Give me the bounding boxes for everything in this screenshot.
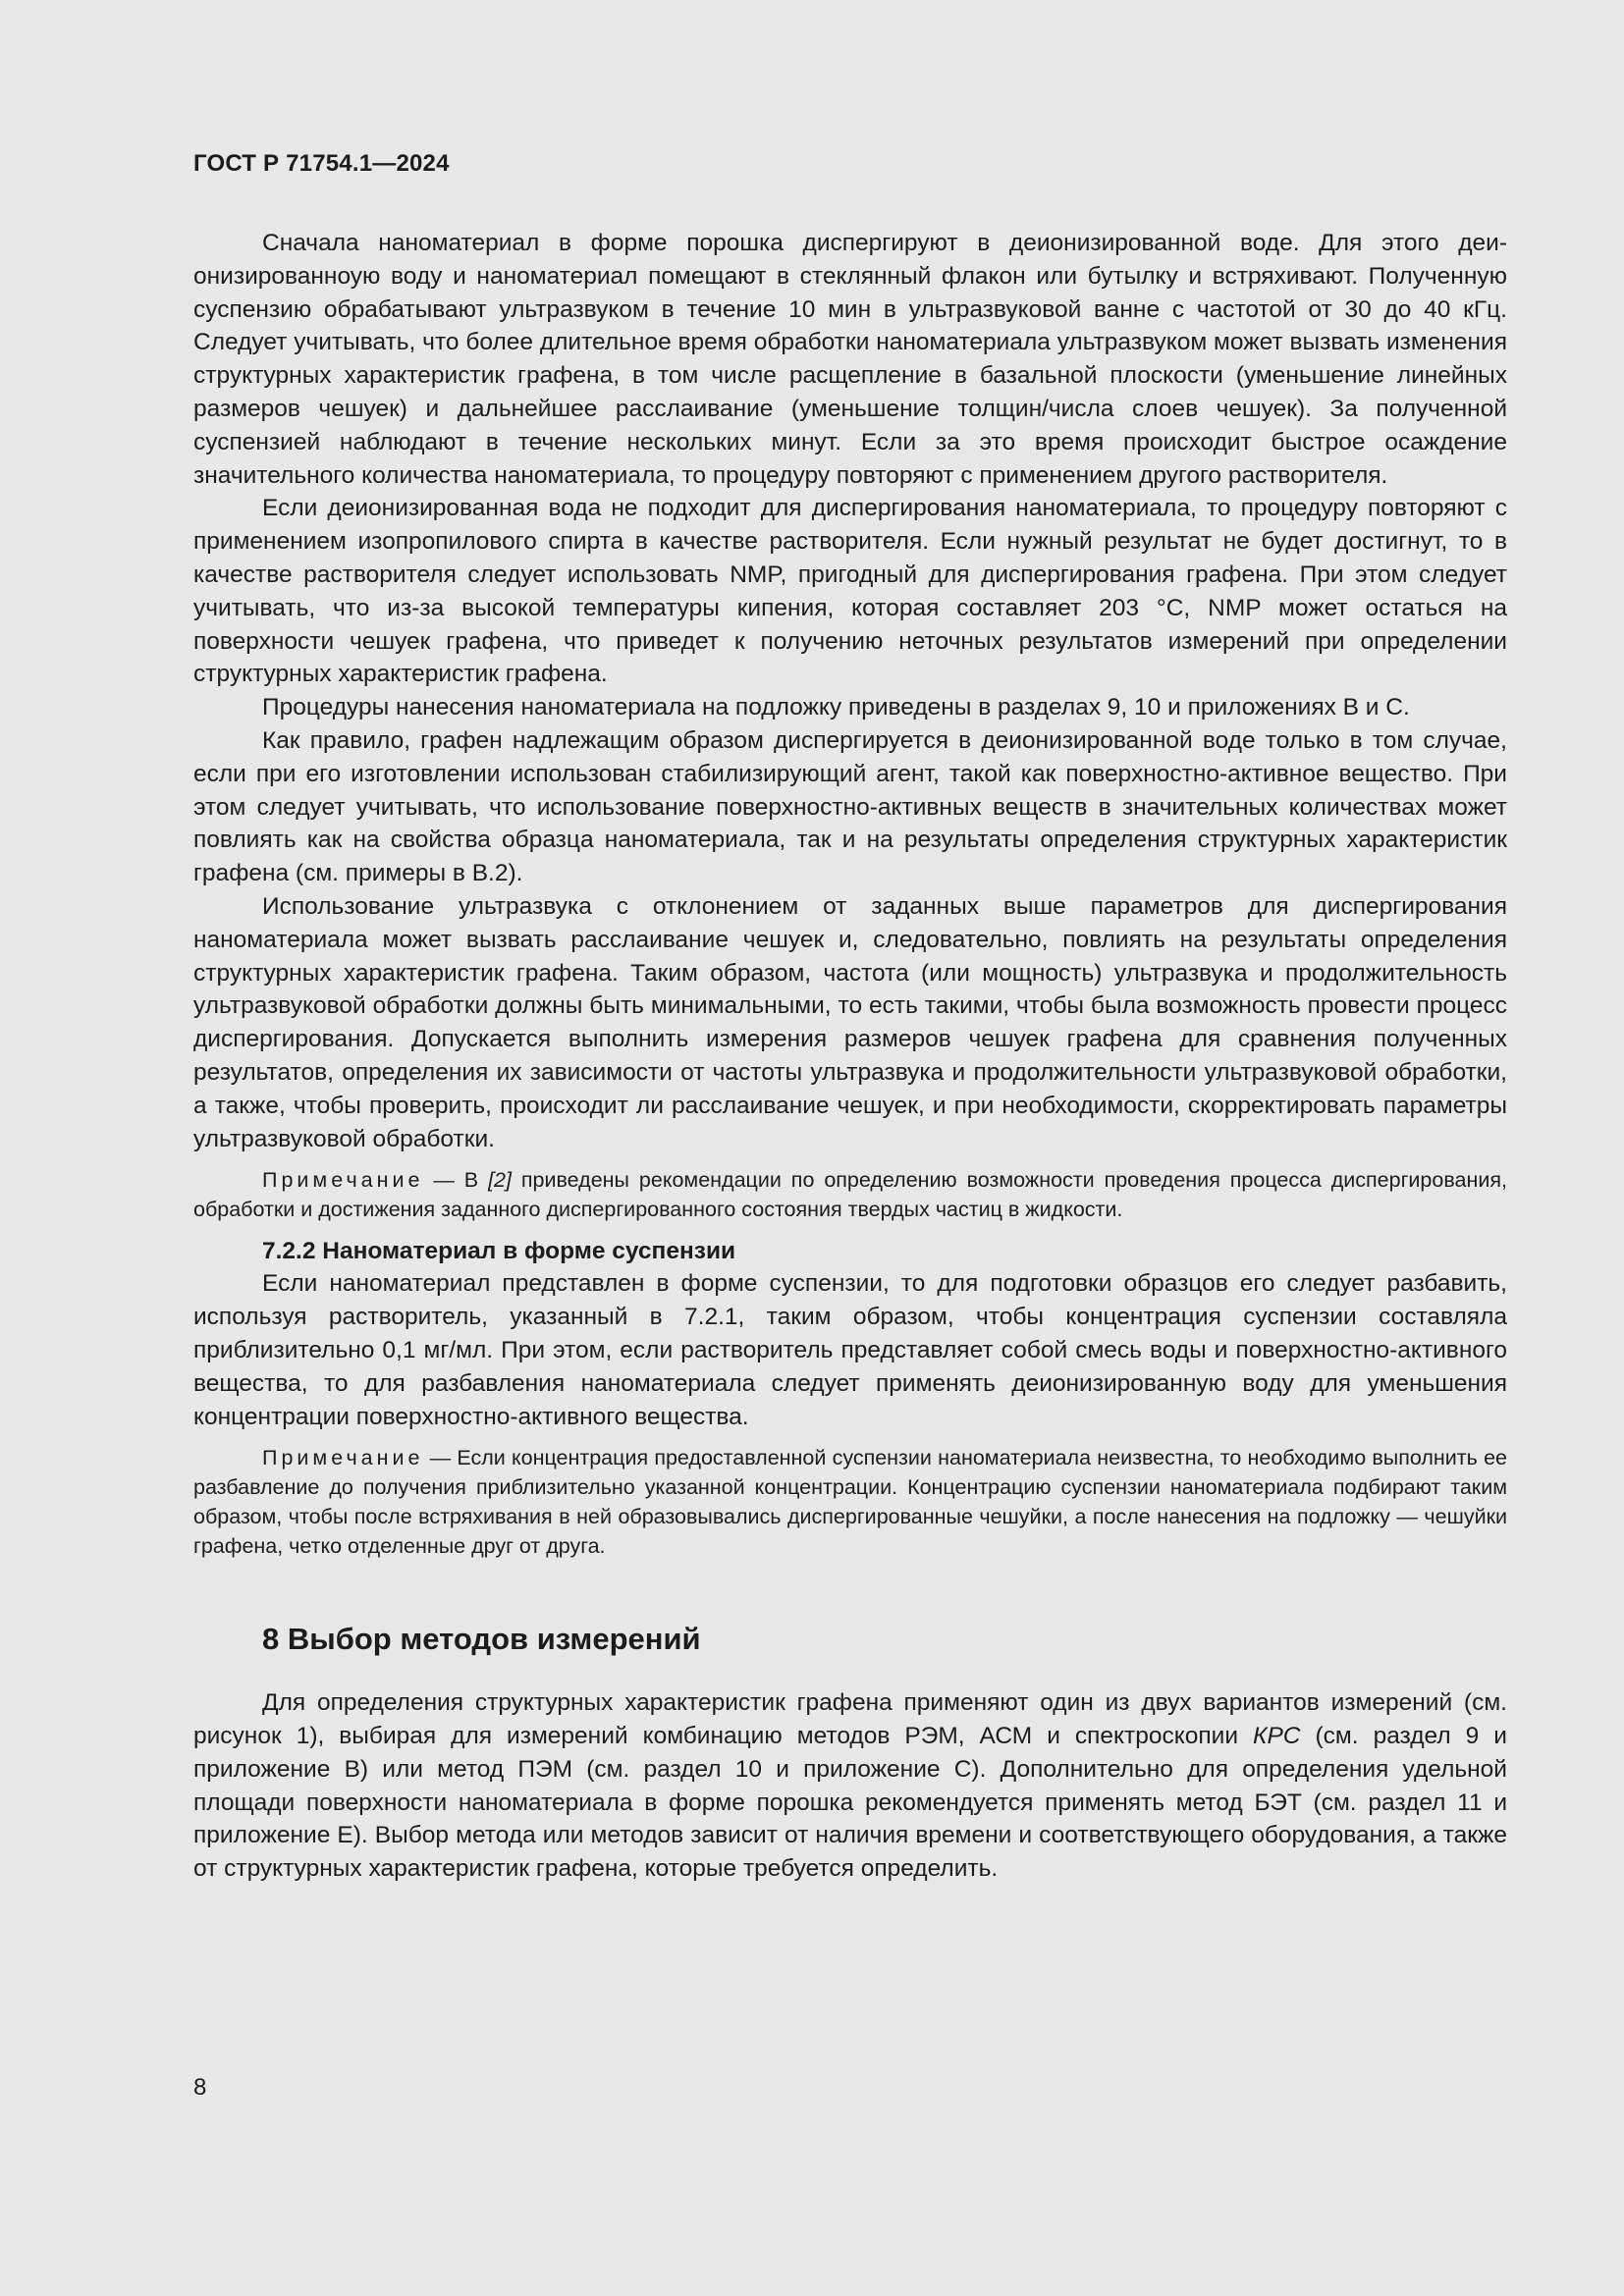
paragraph-suspension: Если наноматериал представлен в форме суспензии, то для подготовки образцов его следует разбавить, используя растворитель, указанный в 7.2.1, таким образом, чтобы концентрация суспензии составляла приблизительно 0,1 мг/мл. При этом, если растворитель представляет собой смесь воды и поверхностно-активного вещества, то для разбавления наноматериала следует применять деионизированную воду для уменьшения концентрации поверхностно-активного вещества. [193, 1270, 1507, 1430]
paragraph-powder-dispersion: Сначала наноматериал в форме порошка диспергируют в деионизированной воде. Для этого деионизированноую воду и наноматериал помещают в стеклянный флакон или бутылку и встряхивают. Полученную суспензию обрабатывают ультразвуком в течение 10 мин в ультразвуковой ванне с частотой от 30 до 40 кГц. Следует учитывать, что более длительное время обработки наноматериала ультразвуком может вызвать изменения структурных характеристик графена, в том числе расщепление в базальной плоскости (уменьшение линейных размеров чешуек) и дальнейшее расслаивание (уменьшение толщин/числа слоев чешуек). За полученной суспензией наблюдают в течение нескольких минут. Если за это время происходит быстрое осаждение значительного количества наноматериала, то процедуру повторяют с применением другого растворителя. [193, 230, 1507, 489]
note-text: приведены рекомендации по определению возможности проведения процесса диспергирования, обработки и достижения заданного диспергированного состояния твердых частиц в жидкости. [193, 1168, 1507, 1222]
subsection-title: 7.2.2 Наноматериал в форме суспензии [262, 1238, 736, 1265]
paragraph-method-selection [193, 1686, 1507, 1886]
paragraph-substrate-procedures: Процедуры нанесения наноматериала на подложку приведены в разделах 9, 10 и приложениях В и С. [262, 694, 1410, 721]
document-header: ГОСТ Р 71754.1—2024 [193, 150, 450, 177]
reference-link: [2] [488, 1168, 512, 1193]
paragraph-solvent-alternatives: Если деионизированная вода не подходит для диспергирования наноматериала, то процедуру повторяют с применением изопропилового спирта в качестве растворителя. Если нужный результат не будет достигнут, то в качестве растворителя следует использовать NMP, пригодный для диспергирования графена. При этом следует учитывать, что из-за высокой температуры кипения, которая составляет 203 °C, NMP может остаться на поверхности чешуек графена, что приведет к получению неточных результатов измерений при определении структурных характеристик графена. [193, 495, 1507, 688]
page-content [193, 227, 1507, 1886]
note-concentration [193, 1443, 1507, 1561]
note-label: Примечание [262, 1168, 424, 1193]
method-text-part1: Для определения структурных характеристик графена применяют один из двух вариантов измерений (см. рисунок 1), выбирая для измерений комбинацию методов РЭМ, АСМ и спектроскопии [193, 1689, 1507, 1750]
note-pre: — В [423, 1168, 489, 1193]
section-title: 8 Выбор методов измерений [262, 1622, 701, 1657]
page-number: 8 [193, 2074, 207, 2101]
note-label: Примечание [262, 1446, 424, 1470]
method-text-part2: (см. раздел 9 и приложение В) или метод ПЭМ (см. раздел 10 и приложение С). Дополнительно для определения удельной площади поверхности наноматериала в форме порошка рекомендуется применять метод БЭТ (см. раздел 11 и приложение Е). Выбор метода или методов зависит от наличия времени и соответствующего оборудования, а также от структурных характеристик графена, которые требуется определить. [193, 1723, 1507, 1883]
paragraph-surfactant: Как правило, графен надлежащим образом диспергируется в деионизированной воде только в том случае, если при его изготовлении использован стабилизирующий агент, такой как поверхностно-активное вещество. При этом следует учитывать, что использование поверхностно-активных веществ в значительных количествах может повлиять как на свойства образца наноматериала, так и на результаты определения структурных характеристик графена (см. примеры в В.2). [193, 726, 1507, 887]
paragraph-ultrasound: Использование ультразвука с отклонением от заданных выше параметров для диспергирования наноматериала может вызвать расслаивание чешуек и, следовательно, повлиять на результаты определения структурных характеристик графена. Таким образом, частота (или мощность) ультразвука и продолжительность ультразвуковой обработки должны быть минимальными, то есть такими, чтобы была возможность провести процесс диспергирования. Допускается выполнить измерения размеров чешуек графена для сравнения полученных результатов, определения их зависимости от частоты ультразвука и продолжительности ультразвуковой обработки, а также, чтобы проверить, происходит ли расслаивание чешуек, и при необходимости, скорректировать параметры ультразвуковой обработки. [193, 892, 1507, 1152]
note-dispersion-reference [193, 1165, 1507, 1224]
note-text: — Если концентрация предоставленной суспензии наноматериала неизвестна, то необходимо выполнить ее разбавление до получения приблизительно указанной концентрации. Концентрацию суспензии наноматериала подбирают таким образом, чтобы после встряхивания в ней образовывались диспергированные чешуйки, а после нанесения на подложку — чешуйки графена, четко отделенные друг от друга. [193, 1446, 1507, 1559]
method-text-emphasis: КРС [1253, 1723, 1301, 1750]
